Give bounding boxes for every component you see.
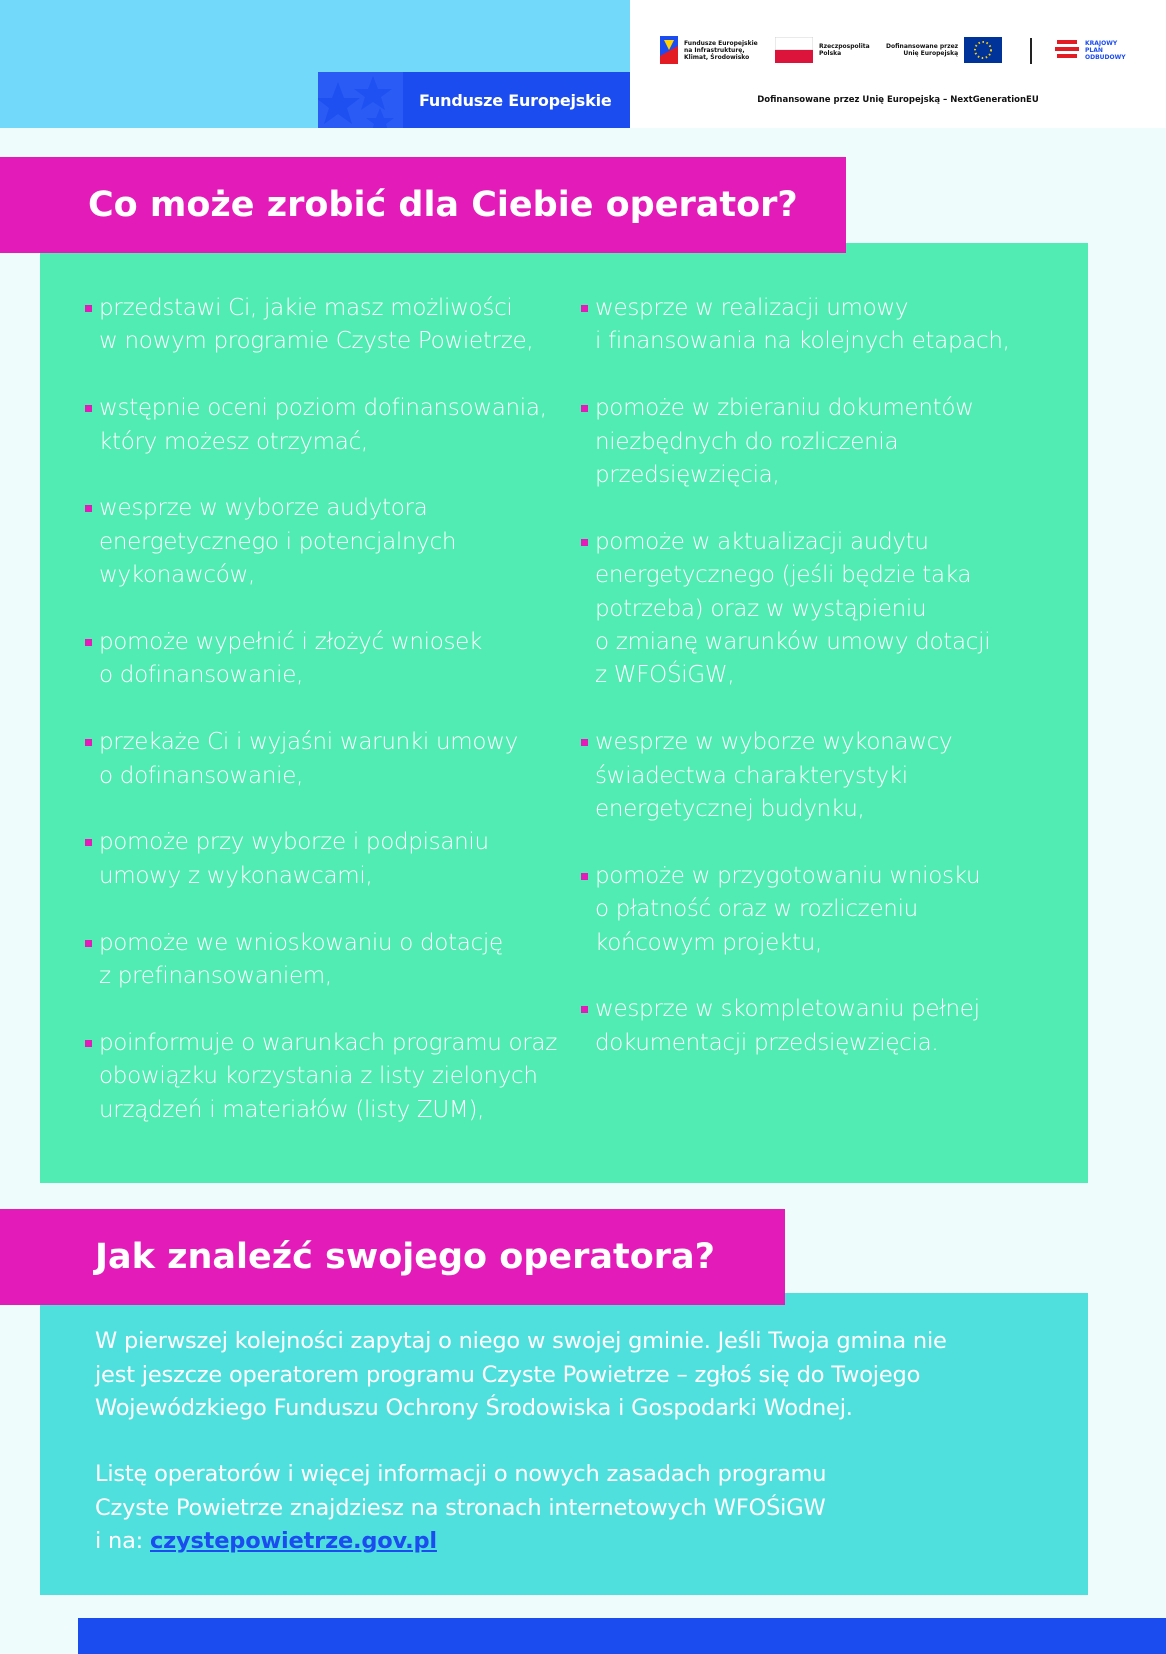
section2-heading: Jak znaleźć swojego operatora? (0, 1209, 785, 1305)
services-list-right (581, 292, 1051, 1094)
list-item: przekaże Ci i wyjaśni warunki umowy o dofinansowanie, (85, 726, 565, 793)
fundusze-europejskie-badge (318, 72, 630, 128)
footer-bar (78, 1618, 1166, 1654)
list-item: wesprze w realizacji umowy i finansowania na kolejnych etapach, (581, 292, 1051, 359)
eu-flag-icon (964, 37, 1002, 63)
logo-rzeczpospolita (775, 32, 870, 68)
logo-fundusze-infrastruktura (660, 32, 758, 68)
list-item: pomoże w zbieraniu dokumentów niezbędnych do rozliczenia przedsięwzięcia, (581, 392, 1051, 492)
fe-flag-icon (660, 36, 678, 64)
list-item: pomoże przy wyborze i podpisaniu umowy z wykonawcami, (85, 826, 565, 893)
eu-stars-icon (318, 72, 403, 128)
kpo-icon (1055, 38, 1079, 62)
logo-divider (1030, 38, 1032, 64)
logo-kpo-text: KRAJOWY PLAN ODBUDOWY (1085, 39, 1126, 61)
list-item: poinformuje o warunkach programu oraz obowiązku korzystania z listy zielonych urządzeń i materiałów (listy ZUM), (85, 1027, 565, 1127)
list-item: pomoże w przygotowaniu wniosku o płatność oraz w rozliczeniu końcowym projektu, (581, 860, 1051, 960)
list-item: wesprze w wyborze wykonawcy świadectwa charakterystyki energetycznej budynku, (581, 726, 1051, 826)
section1-heading: Co może zrobić dla Ciebie operator? (0, 157, 846, 253)
list-item: wstępnie oceni poziom dofinansowania, który możesz otrzymać, (85, 392, 565, 459)
czystepowietrze-link[interactable]: czystepowietrze.gov.pl (149, 1528, 437, 1554)
operators-list-paragraph (95, 1458, 1015, 1559)
polish-flag-icon (775, 37, 813, 63)
list-item: wesprze w skompletowaniu pełnej dokumentacji przedsięwzięcia. (581, 993, 1051, 1060)
list-item: pomoże we wnioskowaniu o dotację z prefinansowaniem, (85, 927, 565, 994)
cofinancing-caption: Dofinansowane przez Unię Europejską – NextGenerationEU (757, 95, 1039, 105)
logo-krajowy-plan-odbudowy (1055, 32, 1126, 68)
list-item: wesprze w wyborze audytora energetycznego i potencjalnych wykonawców, (85, 492, 565, 592)
services-list-left (85, 292, 565, 1160)
badge-label: Fundusze Europejskie (419, 90, 612, 110)
find-operator-paragraph: W pierwszej kolejności zapytaj o niego w swojej gminie. Jeśli Twoja gmina nie jest jeszcze operatorem programu Czyste Powietrze – zgłoś się do Twojego Wojewódzkiego Funduszu Ochrony Środowiska i Gospodarki Wodnej. (95, 1328, 947, 1421)
logo-fe-text: Fundusze Europejskie na Infrastrukturę, Klimat, Środowisko (684, 39, 758, 61)
logo-pl-text: Rzeczpospolita Polska (819, 43, 870, 57)
logo-eu-text: Dofinansowane przez Unię Europejską (886, 43, 959, 57)
list-item: przedstawi Ci, jakie masz możliwości w nowym programie Czyste Powietrze, (85, 292, 565, 359)
list-item: pomoże w aktualizacji audytu energetycznego (jeśli będzie taka potrzeba) oraz w wystąpieniu o zmianę warunków umowy dotacji z WFOŚiGW, (581, 526, 1051, 693)
logo-dofinansowane-ue (886, 32, 1002, 68)
list-item: pomoże wypełnić i złożyć wniosek o dofinansowanie, (85, 626, 565, 693)
operators-list-text: Listę operatorów i więcej informacji o nowych zasadach programu Czyste Powietrze znajdziesz na stronach internetowych WFOŚiGW i na: (95, 1461, 827, 1554)
